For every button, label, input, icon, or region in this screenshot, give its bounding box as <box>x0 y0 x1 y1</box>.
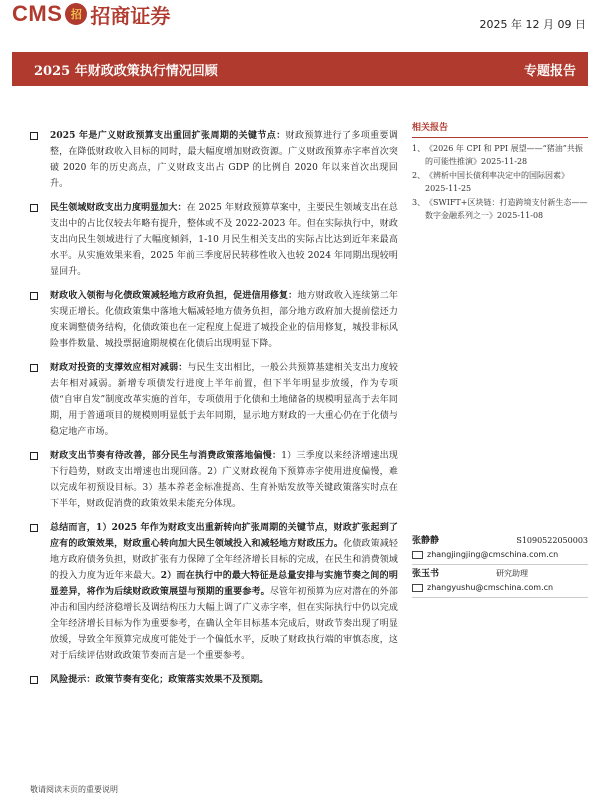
envelope-icon <box>412 551 423 559</box>
footer-note: 敬请阅读末页的重要说明 <box>30 785 118 794</box>
risk-warning <box>30 672 398 688</box>
bullet-heading: 2025 年是广义财政预算支出重回扩张周期的关键节点： <box>50 131 286 141</box>
bullet-text: 与民生支出相比，一般公共预算基建相关支出力度较去年相对减弱。新增专项债发行进度上半年前置，但下半年明显步放缓，作为专项债“自审自发”制度改革实施的首年，专项债用于化债和土地储备的规模明显高于去年同期，用于普通项目的规模则明显低于去年同期，显示地方财政的一大重心仍在于化债与稳定地产市场。 <box>50 363 398 437</box>
report-link[interactable]: 《SWIFT+区块链：打造跨境支付新生态——数字金融系列之一》2025-11-08 <box>425 198 588 220</box>
square-bullet-icon <box>30 132 38 140</box>
risk-text: 风险提示：政策节奏有变化；政策落实效果不及预期。 <box>50 675 269 685</box>
title-banner <box>12 52 588 86</box>
divider <box>412 564 588 565</box>
related-report-item[interactable] <box>412 169 588 195</box>
summary-bullet <box>30 448 398 512</box>
report-link[interactable]: 《2026 年 CPI 和 PPI 展望——“猪油”共振的可能性推演》2025-11-28 <box>425 144 583 166</box>
analyst-info <box>412 534 588 600</box>
item-number: 1、 <box>412 144 426 153</box>
bullet-text: 财政预算进行了多项重要调整，在降低财政收入目标的同时，最大幅度增加财政资源。广义财政预算赤字率首次突破 2020 年的历史高点，广义财政支出占 GDP 的比例自 2020 年以来首次出现回升。 <box>50 131 398 189</box>
item-number: 2、 <box>412 171 426 180</box>
analyst-email[interactable] <box>412 581 588 595</box>
analyst-role: 研究助理 <box>496 569 528 578</box>
item-number: 3、 <box>412 198 426 207</box>
summary-bullet <box>30 360 398 440</box>
summary-bullet <box>30 200 398 280</box>
bullet-heading: 总结而言，1）2025 年作为财政支出重新转向扩张周期的关键节点，财政扩张起到了应有的政策效果，财政重心转向加大民生领域投入和减轻地方财政压力。 <box>50 523 398 549</box>
report-type: 专题报告 <box>523 64 576 79</box>
email-link[interactable]: zhangyushu@cmschina.com.cn <box>427 583 554 592</box>
bullet-text: 1）三季度以来经济增速出现下行趋势，财政支出增速也出现回落。2）广义财政视角下预算赤字使用进度偏慢，难以完成年初预设目标。3）基本养老金标准提高、生育补贴发放等关键政策落实时点在下半年，财政促消费的政策效果未能充分体现。 <box>50 451 398 509</box>
analyst-id: S1090522050003 <box>516 536 588 545</box>
related-report-item[interactable] <box>412 196 588 222</box>
square-bullet-icon <box>30 364 38 372</box>
logo-text: CMS <box>12 1 63 26</box>
report-link[interactable]: 《辨析中国长债利率决定中的国际因素》2025-11-25 <box>425 171 569 193</box>
email-link[interactable]: zhangjingjing@cmschina.com.cn <box>427 550 559 559</box>
bullet-text: 尽管年初预算为应对潜在的外部冲击和国内经济稳增长及调结构压力大幅上调了广义赤字率，但在实际执行中仍以完成全年经济增长目标为作为重要参考，在确认全年目标基本完成后，财政节奏出现了明显放缓，导致全年预算完成度可能处于一个偏低水平，反映了财政执行端的审慎态度，这对于后续评估财政政策节奏而言是一个重要参考。 <box>50 587 398 661</box>
related-reports-heading: 相关报告 <box>412 123 449 133</box>
report-title: 2025 年财政政策执行情况回顾 <box>34 64 218 79</box>
analyst-email[interactable] <box>412 548 588 562</box>
summary-bullet <box>30 520 398 664</box>
bullet-heading: 民生领域财政支出力度明显加大： <box>50 203 187 213</box>
summary-bullet <box>30 128 398 192</box>
square-bullet-icon <box>30 292 38 300</box>
company-logo <box>12 0 170 28</box>
summary-section <box>30 128 398 696</box>
bullet-heading: 财政收入领衔与化债政策减轻地方政府负担，促进信用修复： <box>50 291 298 301</box>
analyst-name: 张玉书 <box>412 569 440 579</box>
brand-name: 招商证券 <box>90 3 171 28</box>
bullet-heading: 2）而在执行中的最大特征是总量安排与实施节奏之间的明显差异，将作为后续财政政策展望与预期的重要参考。 <box>50 571 398 597</box>
related-report-item[interactable] <box>412 142 588 168</box>
bullet-heading: 财政对投资的支撑效应相对减弱： <box>50 363 188 373</box>
envelope-icon <box>412 584 423 592</box>
report-date: 2025 年 12 月 09 日 <box>479 18 586 31</box>
bullet-heading: 财政支出节奏有待改善，部分民生与消费政策落地偏慢： <box>50 451 282 461</box>
analyst-name: 张静静 <box>412 536 440 546</box>
square-bullet-icon <box>30 452 38 460</box>
bullet-text: 化债政策减轻地方政府债务负担，财政扩张有力保障了全年经济增长目标的完成，在民生和消费领域的投入力度为近年来最大。 <box>50 539 398 581</box>
related-reports <box>412 120 588 223</box>
divider <box>412 137 588 138</box>
logo-badge-icon: 招 <box>65 3 87 25</box>
square-bullet-icon <box>30 524 38 532</box>
analyst-row <box>412 534 588 548</box>
analyst-row <box>412 567 588 581</box>
bullet-text: 地方财政收入连续第二年实现正增长。化债政策集中落地大幅减轻地方债务负担，部分地方政府加大提前偿还力度来调整债务结构，化债政策也在一定程度上促进了城投企业的信用修复，城投非标风险事件数量、城投票据逾期规模在化债后出现明显下降。 <box>50 291 399 349</box>
square-bullet-icon <box>30 204 38 212</box>
summary-bullet <box>30 288 398 352</box>
square-bullet-icon <box>30 676 38 684</box>
bullet-text: 在 2025 年财政预算草案中，主要民生领域支出在总支出中的占比仅较去年略有提升，整体或不及 2022-2023 年。但在实际执行中，财政支出向民生领域进行了大幅度倾斜，1-10 月民生相关支出的实际占比达到近年来最高水平。从实施效果来看，2025 年前三季度居民转移性收入也较 2024 年同期出现较明显回升。 <box>50 203 398 277</box>
divider <box>412 597 588 598</box>
